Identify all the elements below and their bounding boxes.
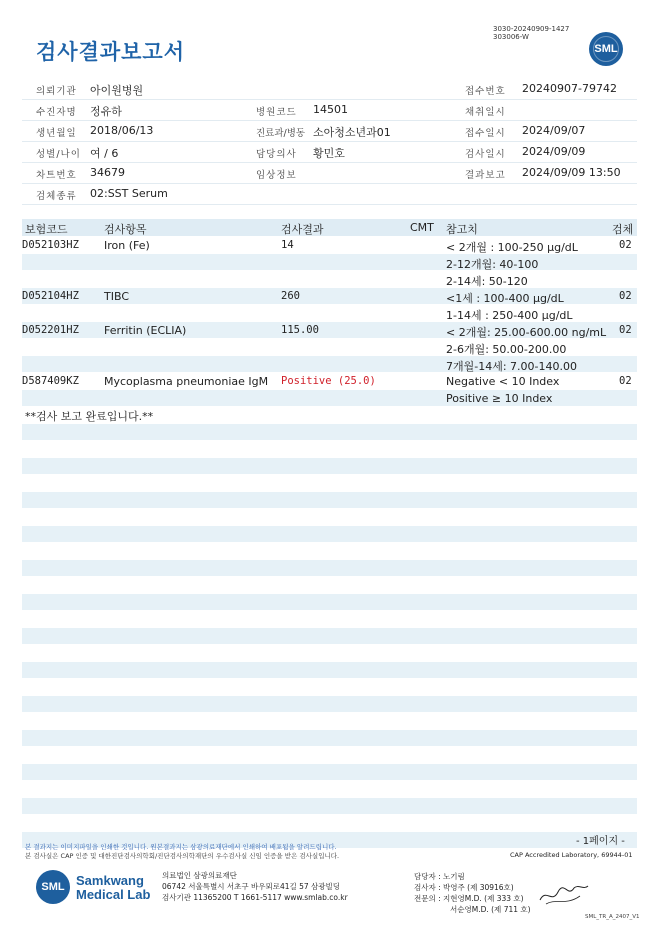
receipt-date-label: 접수일시	[465, 128, 506, 139]
accreditation-notice: 본 검사실은 CAP 인증 및 대한진단검사의학회/진단검사의학재단의 우수검사실 신임 인증을 받은 검사실입니다.	[25, 852, 340, 860]
row-result: 260	[281, 290, 300, 302]
birth-label: 생년월일	[36, 128, 77, 139]
row-specimen: 02	[619, 375, 632, 387]
collection-label: 채취일시	[465, 107, 506, 118]
table-stripe	[22, 764, 637, 780]
page-number: - 1페이지 -	[576, 836, 625, 847]
address-block	[162, 870, 348, 903]
row-specimen: 02	[619, 239, 632, 251]
header-code: 보험코드	[25, 223, 68, 236]
row-reference: Positive ≥ 10 Index	[446, 392, 553, 405]
completion-note: **검사 보고 완료입니다.**	[25, 410, 154, 423]
staff-line: 담당자 : 노기림	[414, 872, 465, 881]
table-stripe	[22, 662, 637, 678]
sex-age-label: 성별/나이	[36, 149, 81, 160]
table-stripe	[22, 424, 637, 440]
header-cmt: CMT	[410, 221, 434, 234]
address-line3: 검사기관 11365200 T 1661-5117 www.smlab.co.kr	[162, 893, 348, 902]
signature-block	[414, 871, 531, 915]
specimen-value: 02:SST Serum	[90, 187, 168, 200]
row-reference: 7개월-14세: 7.00-140.00	[446, 360, 577, 373]
row-reference: 1-14세 : 250-400 μg/dL	[446, 309, 573, 322]
row-result: 115.00	[281, 324, 319, 336]
brand-name	[76, 874, 150, 902]
address-line1: 의료법인 삼광의료재단	[162, 871, 237, 880]
table-stripe	[22, 730, 637, 746]
test-date-value: 2024/09/09	[522, 145, 586, 158]
specimen-label: 검체종류	[36, 191, 77, 202]
info-row-4	[22, 142, 637, 163]
row-specimen: 02	[619, 324, 632, 336]
brand-line1: Samkwang	[76, 873, 144, 888]
header-result: 검사결과	[281, 223, 324, 236]
doctor-label: 담당의사	[256, 149, 297, 160]
clinical-label: 임상정보	[256, 170, 297, 181]
header-reference: 참고치	[446, 223, 478, 236]
specialist-line: 전문의 : 지현영M.D. (제 333 호)	[414, 894, 524, 903]
row-code: D587409KZ	[22, 375, 79, 387]
header-item: 검사항목	[104, 223, 147, 236]
row-result-positive: Positive (25.0)	[281, 375, 376, 387]
info-row-1	[22, 79, 637, 100]
table-stripe	[22, 458, 637, 474]
test-date-label: 검사일시	[465, 149, 506, 160]
document-id-line2: 303006-W	[493, 33, 529, 41]
chart-no-value: 34679	[90, 166, 125, 179]
row-code: D052201HZ	[22, 324, 79, 336]
footer-sml-logo: SML	[36, 870, 70, 904]
report-title: 검사결과보고서	[36, 40, 186, 64]
doctor-value: 황민호	[313, 147, 345, 160]
document-id-line1: 3030-20240909-1427	[493, 25, 570, 33]
dept-label: 진료과/병동	[256, 128, 306, 139]
table-stripe	[22, 696, 637, 712]
row-reference: <1세 : 100-400 μg/dL	[446, 292, 564, 305]
row-item: TIBC	[104, 290, 129, 303]
row-reference: < 2개월 : 100-250 μg/dL	[446, 241, 578, 254]
table-stripe	[22, 254, 637, 270]
institution-value: 아이원병원	[90, 84, 144, 97]
chart-no-label: 차트번호	[36, 170, 77, 181]
report-value: 2024/09/09 13:50	[522, 166, 621, 179]
handwritten-signature	[536, 880, 591, 910]
image-notice: 본 결과지는 이미지파일을 인쇄한 것입니다. 원본결과지는 삼광의료재단에서 인쇄하여 배포됨을 알려드립니다.	[25, 843, 337, 851]
row-code: D052104HZ	[22, 290, 79, 302]
row-reference: 2-6개월: 50.00-200.00	[446, 343, 567, 356]
specialist-line-2: 서순영M.D. (제 711 호)	[450, 905, 531, 914]
table-stripe	[22, 798, 637, 814]
form-code: SML_TR_A_2407_V1	[585, 914, 640, 920]
name-label: 수진자명	[36, 107, 77, 118]
document-id	[493, 25, 569, 41]
hospital-code-value: 14501	[313, 103, 348, 116]
brand-line2: Medical Lab	[76, 887, 151, 902]
row-reference: < 2개월: 25.00-600.00 ng/mL	[446, 326, 607, 339]
info-row-2	[22, 100, 637, 121]
row-item: Mycoplasma pneumoniae IgM	[104, 375, 269, 388]
dept-value: 소아청소년과01	[313, 126, 391, 139]
table-stripe	[22, 628, 637, 644]
info-row-6	[22, 184, 637, 205]
row-item: Ferritin (ECLIA)	[104, 324, 187, 337]
header-specimen: 검체	[612, 223, 634, 236]
cap-number: CAP Accredited Laboratory, 69944-01	[510, 851, 633, 859]
row-specimen: 02	[619, 290, 632, 302]
table-stripe	[22, 526, 637, 542]
address-line2: 06742 서울특별시 서초구 바우뫼로41길 57 삼광빌딩	[162, 882, 341, 891]
receipt-no-label: 접수번호	[465, 86, 506, 97]
tester-line: 검사자 : 박영주 (제 30916호)	[414, 883, 514, 892]
results-table-header	[22, 219, 637, 236]
table-stripe	[22, 560, 637, 576]
receipt-date-value: 2024/09/07	[522, 124, 586, 137]
row-reference: 2-12개월: 40-100	[446, 258, 539, 271]
info-row-3	[22, 121, 637, 142]
name-value: 정유하	[90, 105, 122, 118]
table-stripe	[22, 492, 637, 508]
table-stripe	[22, 594, 637, 610]
sml-logo: SML	[589, 32, 623, 66]
hospital-code-label: 병원코드	[256, 107, 297, 118]
row-reference: 2-14세: 50-120	[446, 275, 528, 288]
row-result: 14	[281, 239, 294, 251]
sex-age-value: 여 / 6	[90, 147, 119, 160]
row-code: D052103HZ	[22, 239, 79, 251]
report-label: 결과보고	[465, 170, 506, 181]
birth-value: 2018/06/13	[90, 124, 154, 137]
row-reference: Negative < 10 Index	[446, 375, 560, 388]
receipt-no-value: 20240907-79742	[522, 82, 617, 95]
row-item: Iron (Fe)	[104, 239, 150, 252]
institution-label: 의뢰기관	[36, 86, 77, 97]
info-row-5	[22, 163, 637, 184]
